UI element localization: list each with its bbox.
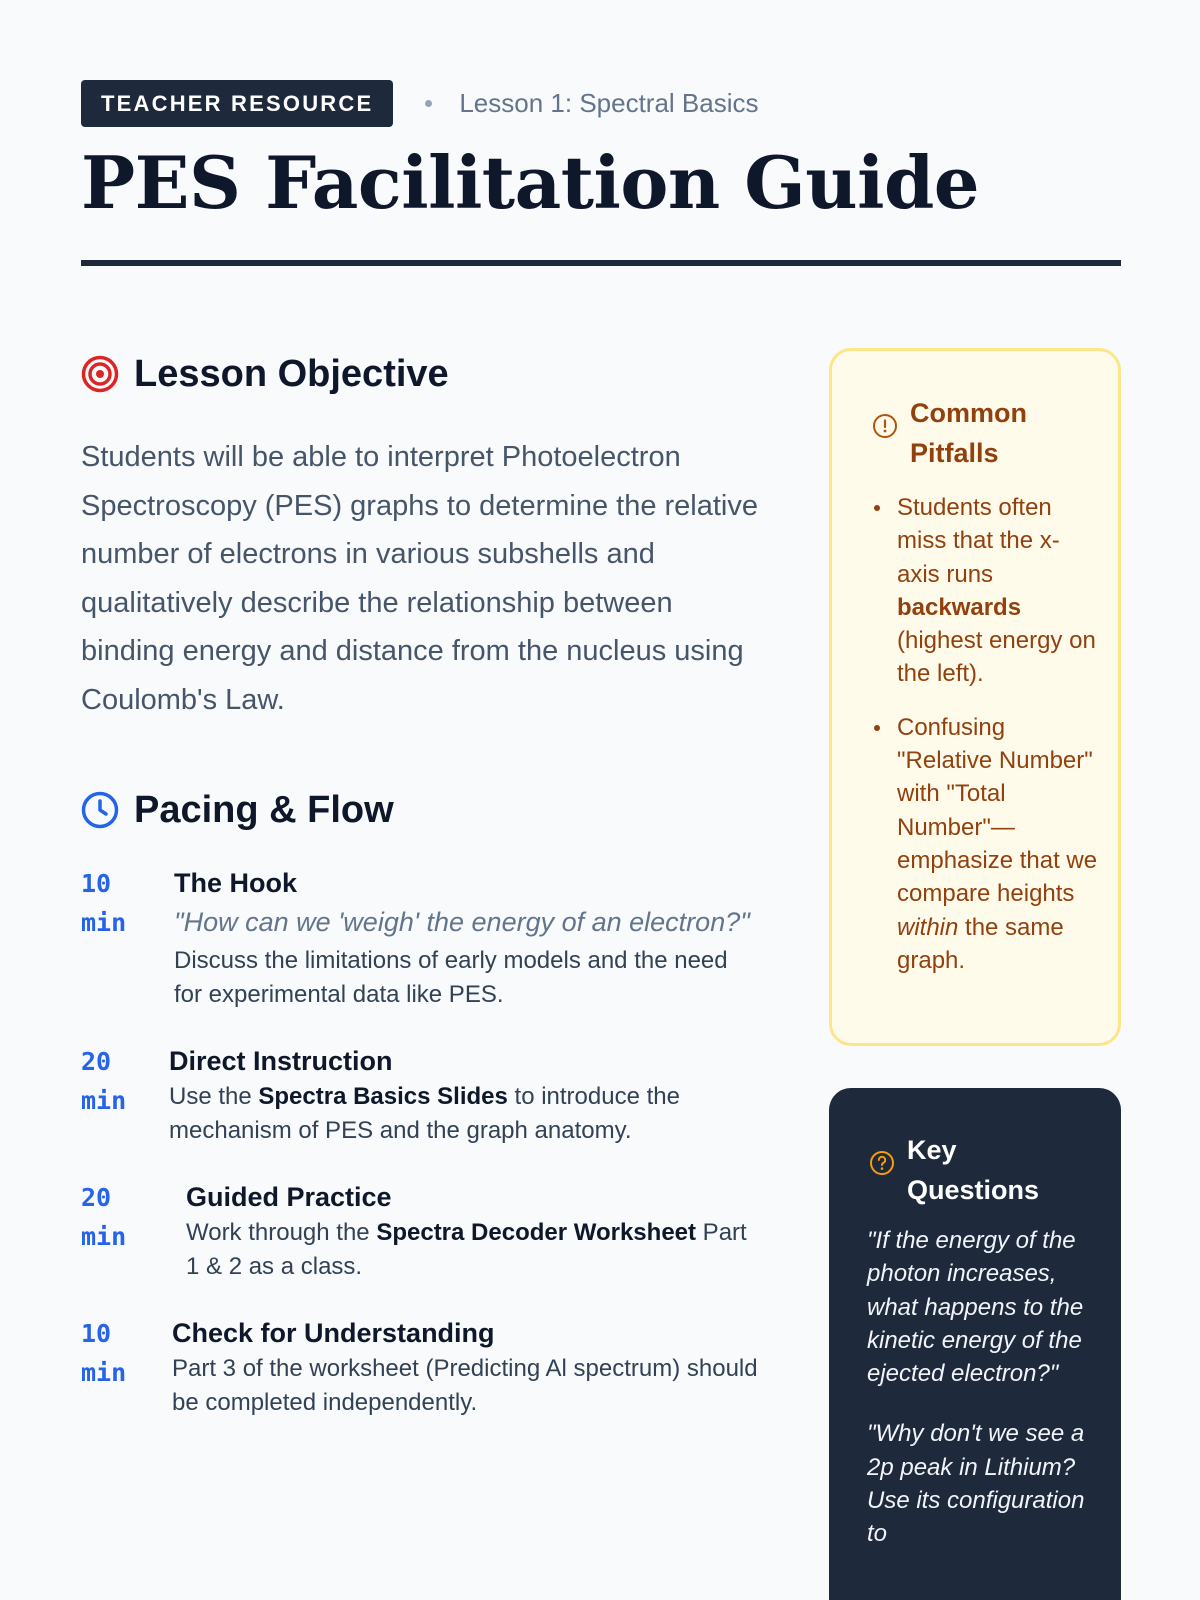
step-body <box>161 1042 761 1148</box>
step-description: Discuss the limitations of early models and the need for experimental data like PES. <box>174 947 728 1008</box>
pacing-step <box>81 1042 761 1148</box>
list-item: Students often miss that the x-axis runs backwards (highest energy on the left). <box>872 491 1100 691</box>
questions-title: Key Questions <box>907 1135 1040 1205</box>
common-pitfalls-card <box>829 348 1121 1046</box>
list-item: Confusing "Relative Number" with "Total Number"—emphasize that we compare heights within the same graph. <box>872 711 1100 977</box>
step-name: Direct Instruction <box>169 1046 393 1076</box>
step-duration: 10 min <box>81 1319 127 1387</box>
resource-tag: TEACHER RESOURCE <box>81 80 393 127</box>
step-quote: "How can we 'weigh' the energy of an electron?" <box>174 907 750 937</box>
key-questions-card <box>829 1088 1121 1600</box>
separator-dot <box>425 100 432 107</box>
help-circle-icon <box>869 1150 895 1176</box>
objective-heading <box>81 350 761 398</box>
page-title: PES Facilitation Guide <box>81 140 980 225</box>
alert-circle-icon <box>872 413 898 439</box>
target-icon <box>81 355 119 393</box>
step-description: Use the Spectra Basics Slides to introduce the mechanism of PES and the graph anatomy. <box>169 1083 680 1144</box>
questions-heading <box>869 1130 1091 1210</box>
pacing-step <box>81 1178 761 1284</box>
pitfalls-heading <box>872 393 1100 473</box>
step-duration: 20 min <box>81 1047 127 1115</box>
step-body <box>161 1314 761 1420</box>
pacing-title: Pacing & Flow <box>134 788 394 831</box>
step-duration: 10 min <box>81 869 127 937</box>
step-name: Check for Understanding <box>172 1318 495 1348</box>
clock-icon <box>81 791 119 829</box>
pitfalls-list <box>872 491 1100 977</box>
step-name: Guided Practice <box>186 1182 392 1212</box>
step-body <box>161 1178 761 1284</box>
objective-title: Lesson Objective <box>134 352 449 395</box>
main-column <box>81 350 761 1420</box>
pacing-step <box>81 1314 761 1420</box>
question-item: "If the energy of the photon increases, what happens to the kinetic energy of the ejected electron?" <box>867 1227 1084 1388</box>
step-name: The Hook <box>174 868 298 898</box>
step-description: Part 3 of the worksheet (Predicting Al spectrum) should be completed independently. <box>172 1355 758 1416</box>
objective-text: Students will be able to interpret Photoelectron Spectroscopy (PES) graphs to determine the relative number of electrons in various subshells and qualitatively describe the relationship between binding energy and distance from the nucleus using Coulomb's Law. <box>81 441 758 716</box>
header-meta <box>81 80 1121 127</box>
page-header <box>81 80 1121 225</box>
lesson-label: Lesson 1: Spectral Basics <box>459 88 759 118</box>
pitfalls-title: Common Pitfalls <box>910 398 1027 468</box>
step-body <box>161 864 761 1012</box>
question-item: "Why don't we see a 2p peak in Lithium? Use its configuration to <box>867 1420 1085 1548</box>
pacing-heading <box>81 786 761 834</box>
questions-list <box>867 1224 1091 1551</box>
header-divider <box>81 260 1121 266</box>
pacing-step <box>81 864 761 1012</box>
step-description: Work through the Spectra Decoder Worksheet Part 1 & 2 as a class. <box>186 1219 747 1280</box>
step-duration: 20 min <box>81 1183 127 1251</box>
